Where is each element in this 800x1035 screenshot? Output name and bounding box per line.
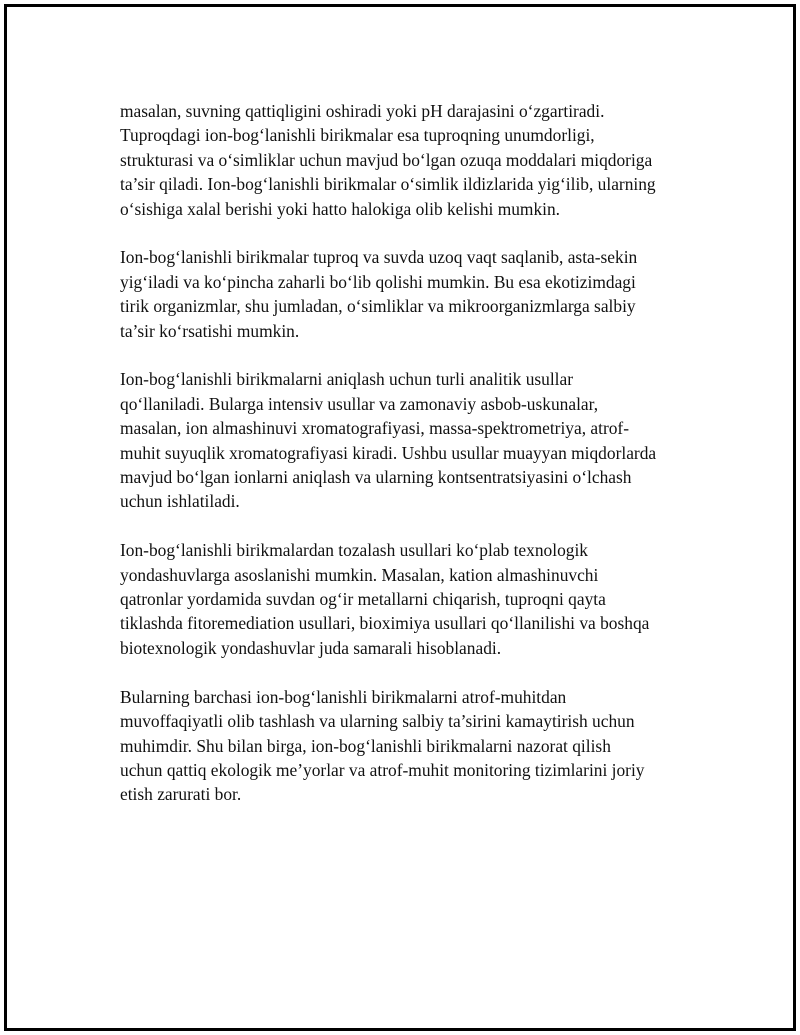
text-line: uchun ishlatiladi. <box>120 491 240 512</box>
text-line: muhit suyuqlik xromatografiyasi kiradi. Ushbu usullar muayyan miqdorlarda <box>120 442 657 463</box>
text-line: etish zarurati bor. <box>120 784 242 805</box>
page-frame <box>4 4 796 1031</box>
text-line: muvoffaqiyatli olib tashlash va ularning salbiy ta’sirini kamaytirish uchun <box>120 711 635 732</box>
paragraph-5 <box>120 685 700 807</box>
text-line: tirik organizmlar, shu jumladan, o‘simliklar va mikroorganizmlarga salbiy <box>120 296 636 317</box>
text-line: Ion-bog‘lanishli birikmalarni aniqlash uchun turli analitik usullar <box>120 369 574 390</box>
text-line: yondashuvlarga asoslanishi mumkin. Masalan, kation almashinuvchi <box>120 564 599 585</box>
text-line: masalan, suvning qattiqligini oshiradi yoki pH darajasini o‘zgartiradi. <box>120 101 605 121</box>
document-body <box>120 99 700 831</box>
text-line: qatronlar yordamida suvdan og‘ir metallarni chiqarish, tuproqni qayta <box>120 589 606 610</box>
paragraph-4 <box>120 538 700 660</box>
text-line: ta’sir ko‘rsatishi mumkin. <box>120 320 300 341</box>
text-line: o‘sishiga xalal berishi yoki hatto halokiga olib kelishi mumkin. <box>120 198 561 219</box>
paragraph-2 <box>120 245 700 343</box>
text-line: Tuproqdagi ion-bog‘lanishli birikmalar esa tuproqning unumdorligi, <box>120 125 595 146</box>
text-line: ta’sir qiladi. Ion-bog‘lanishli birikmalar o‘simlik ildizlarida yig‘ilib, ularning <box>120 174 656 195</box>
text-line: tiklashda fitoremediation usullari, bioximiya usullari qo‘llanilishi va boshqa <box>120 613 650 634</box>
text-line: muhimdir. Shu bilan birga, ion-bog‘lanishli birikmalarni nazorat qilish <box>120 735 611 756</box>
text-line: mavjud bo‘lgan ionlarni aniqlash va ularning kontsentratsiyasini o‘lchash <box>120 467 632 488</box>
text-line: uchun qattiq ekologik me’yorlar va atrof-muhit monitoring tizimlarini joriy <box>120 759 645 780</box>
text-line: Bularning barchasi ion-bog‘lanishli birikmalarni atrof-muhitdan <box>120 686 567 707</box>
text-line: qo‘llaniladi. Bularga intensiv usullar va zamonaviy asbob-uskunalar, <box>120 393 599 414</box>
text-line: Ion-bog‘lanishli birikmalar tuproq va suvda uzoq vaqt saqlanib, asta-sekin <box>120 247 638 268</box>
text-line: Ion-bog‘lanishli birikmalardan tozalash usullari ko‘plab texnologik <box>120 540 588 561</box>
text-line: biotexnologik yondashuvlar juda samarali hisoblanadi. <box>120 637 502 658</box>
paragraph-1 <box>120 99 700 221</box>
text-line: masalan, ion almashinuvi xromatografiyasi, massa-spektrometriya, atrof- <box>120 418 630 439</box>
text-line: strukturasi va o‘simliklar uchun mavjud bo‘lgan ozuqa moddalari miqdoriga <box>120 149 653 170</box>
text-line: yig‘iladi va ko‘pincha zaharli bo‘lib qolishi mumkin. Bu esa ekotizimdagi <box>120 271 636 292</box>
paragraph-3 <box>120 367 700 513</box>
